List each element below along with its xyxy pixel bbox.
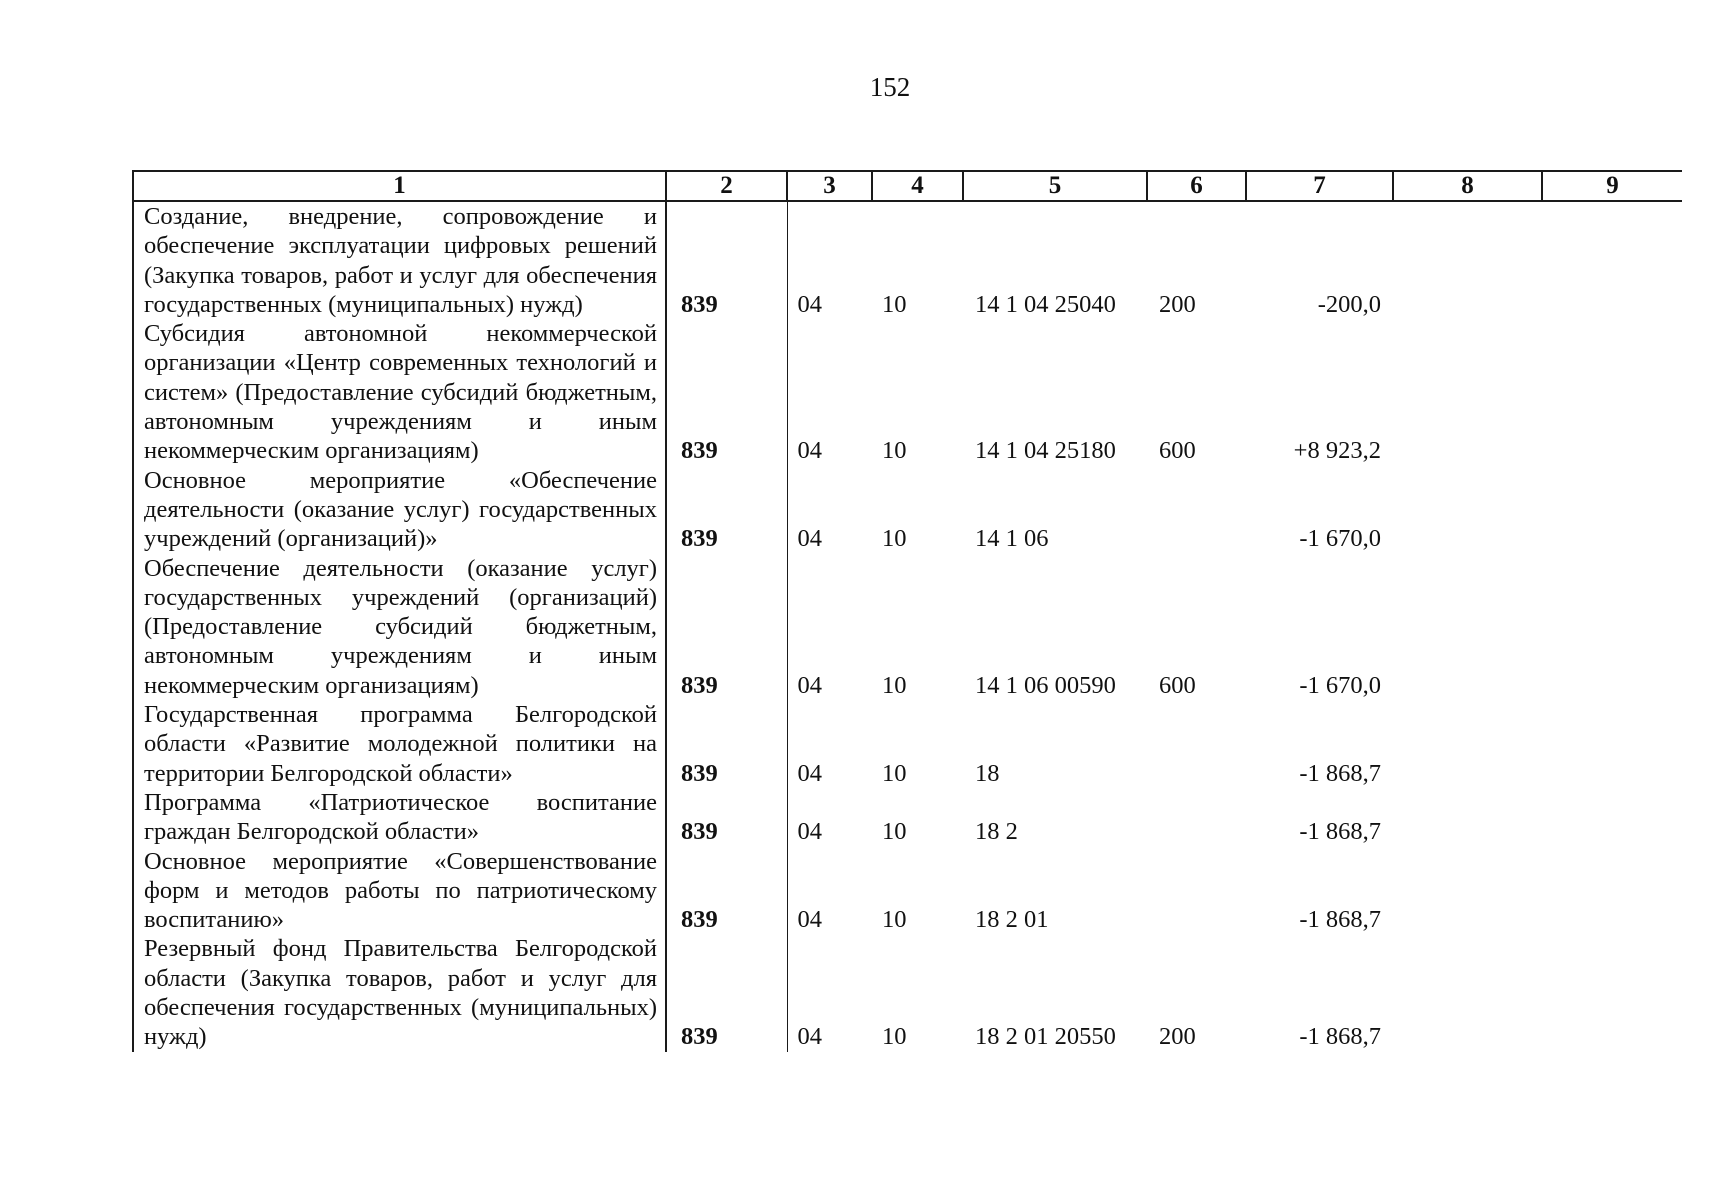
col9-cell — [1542, 319, 1682, 465]
col9-cell — [1542, 700, 1682, 788]
subsection-cell: 10 — [882, 290, 907, 318]
expense-type-cell: 600 — [1159, 437, 1196, 465]
ministry-cell: 839 — [666, 201, 787, 319]
target-cell: 18 2 01 — [975, 906, 1049, 934]
subsection-cell: 10 — [882, 759, 907, 787]
table-row — [133, 319, 1682, 465]
amount-cell: -1 868,7 — [1299, 818, 1381, 846]
row-name-cell: Субсидия автономной некоммерческой организации «Центр современных технологий и систем» (Предоставление субсидий бюджетным, автономным учреждениям и иным некоммерческим организациям) — [133, 319, 666, 465]
column-header: 9 — [1542, 171, 1682, 201]
column-header: 3 — [787, 171, 872, 201]
row-name-cell: Создание, внедрение, сопровождение и обеспечение эксплуатации цифровых решений (Закупка товаров, работ и услуг для обеспечения государственных (муниципальных) нужд) — [133, 201, 666, 319]
column-header: 8 — [1393, 171, 1542, 201]
amount-cell: -1 868,7 — [1299, 906, 1381, 934]
target-cell: 18 — [975, 759, 1000, 787]
ministry-cell: 839 — [666, 847, 787, 935]
row-name-cell: Основное мероприятие «Совершенствование форм и методов работы по патриотическому воспитанию» — [133, 847, 666, 935]
section-cell: 04 — [797, 437, 822, 465]
expense-type-cell: 200 — [1159, 290, 1196, 318]
col8-cell — [1393, 934, 1542, 1051]
amount-cell: -1 670,0 — [1299, 671, 1381, 699]
table-row — [133, 201, 1682, 319]
column-header: 1 — [133, 171, 666, 201]
col9-cell — [1542, 201, 1682, 319]
col8-cell — [1393, 466, 1542, 554]
target-cell: 14 1 04 25180 — [975, 437, 1116, 465]
section-cell: 04 — [797, 290, 822, 318]
column-header: 4 — [872, 171, 963, 201]
row-name-cell: Государственная программа Белгородской области «Развитие молодежной политики на территории Белгородской области» — [133, 700, 666, 788]
expense-type-cell — [1147, 700, 1246, 788]
table-row — [133, 700, 1682, 788]
budget-table — [132, 170, 1682, 1052]
header-row — [133, 171, 1682, 201]
expense-type-cell — [1147, 788, 1246, 847]
col8-cell — [1393, 847, 1542, 935]
subsection-cell: 10 — [882, 525, 907, 553]
target-cell: 14 1 06 00590 — [975, 671, 1116, 699]
col8-cell — [1393, 788, 1542, 847]
expense-type-cell — [1147, 847, 1246, 935]
row-name-cell: Резервный фонд Правительства Белгородской области (Закупка товаров, работ и услуг для обеспечения государственных (муниципальных) нужд) — [133, 934, 666, 1051]
column-header: 7 — [1246, 171, 1393, 201]
target-cell: 18 2 01 20550 — [975, 1023, 1116, 1051]
ministry-cell: 839 — [666, 934, 787, 1051]
table-body — [133, 201, 1682, 1052]
col8-cell — [1393, 700, 1542, 788]
amount-cell: +8 923,2 — [1293, 437, 1381, 465]
amount-cell: -1 868,7 — [1299, 1023, 1381, 1051]
subsection-cell: 10 — [882, 1023, 907, 1051]
table-row — [133, 847, 1682, 935]
subsection-cell: 10 — [882, 671, 907, 699]
col8-cell — [1393, 201, 1542, 319]
subsection-cell: 10 — [882, 906, 907, 934]
section-cell: 04 — [797, 906, 822, 934]
col9-cell — [1542, 788, 1682, 847]
section-cell: 04 — [797, 671, 822, 699]
column-header: 6 — [1147, 171, 1246, 201]
section-cell: 04 — [797, 1023, 822, 1051]
ministry-cell: 839 — [666, 554, 787, 700]
row-name-cell: Программа «Патриотическое воспитание граждан Белгородской области» — [133, 788, 666, 847]
ministry-cell: 839 — [666, 700, 787, 788]
table-row — [133, 934, 1682, 1051]
table-row — [133, 788, 1682, 847]
budget-table-container — [132, 170, 1682, 1085]
amount-cell: -1 868,7 — [1299, 759, 1381, 787]
subsection-cell: 10 — [882, 818, 907, 846]
section-cell: 04 — [797, 818, 822, 846]
page-number: 152 — [869, 72, 911, 102]
target-cell: 18 2 — [975, 818, 1018, 846]
row-name-cell: Обеспечение деятельности (оказание услуг) государственных учреждений (организаций) (Предоставление субсидий бюджетным, автономным учреждениям и иным некоммерческим организациям) — [133, 554, 666, 700]
expense-type-cell: 600 — [1159, 671, 1196, 699]
target-cell: 14 1 06 — [975, 525, 1049, 553]
column-header: 2 — [666, 171, 787, 201]
subsection-cell: 10 — [882, 437, 907, 465]
amount-cell: -200,0 — [1317, 290, 1381, 318]
section-cell: 04 — [797, 525, 822, 553]
col8-cell — [1393, 554, 1542, 700]
table-row — [133, 554, 1682, 700]
ministry-cell: 839 — [666, 788, 787, 847]
ministry-cell: 839 — [666, 466, 787, 554]
amount-cell: -1 670,0 — [1299, 525, 1381, 553]
target-cell: 14 1 04 25040 — [975, 290, 1116, 318]
row-name-cell: Основное мероприятие «Обеспечение деятельности (оказание услуг) государственных учреждений (организаций)» — [133, 466, 666, 554]
col9-cell — [1542, 934, 1682, 1051]
col8-cell — [1393, 319, 1542, 465]
ministry-cell: 839 — [666, 319, 787, 465]
col9-cell — [1542, 554, 1682, 700]
expense-type-cell: 200 — [1159, 1023, 1196, 1051]
table-header — [133, 171, 1682, 201]
col9-cell — [1542, 847, 1682, 935]
expense-type-cell — [1147, 466, 1246, 554]
section-cell: 04 — [797, 759, 822, 787]
col9-cell — [1542, 466, 1682, 554]
column-header: 5 — [963, 171, 1147, 201]
table-row — [133, 466, 1682, 554]
